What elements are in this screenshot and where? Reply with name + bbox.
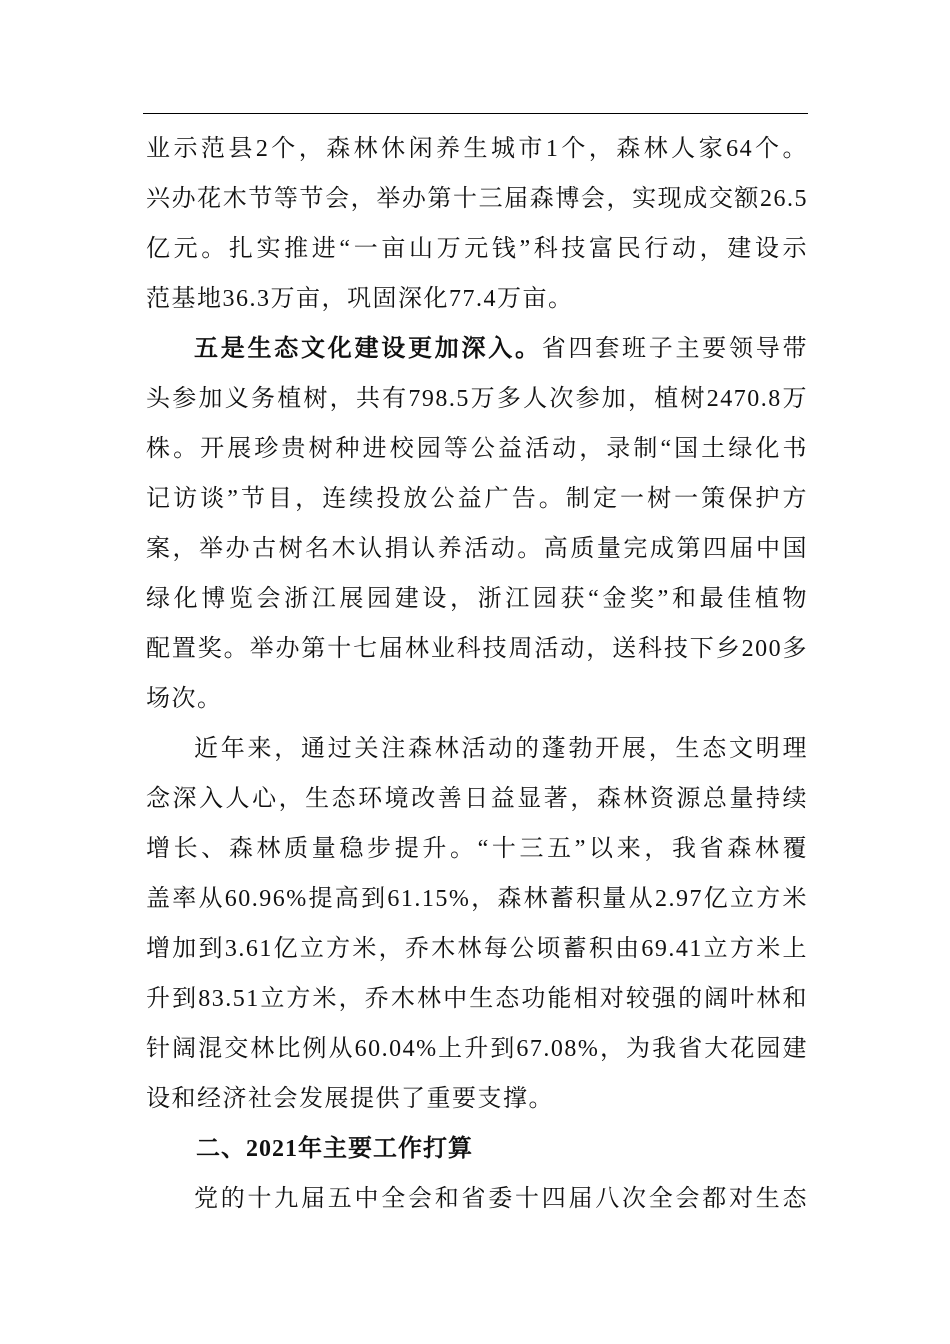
text-line: 增长、森林质量稳步提升。“十三五”以来，我省森林覆 [146, 836, 808, 862]
text-line: 绿化博览会浙江展园建设，浙江园获“金奖”和最佳植物 [146, 586, 808, 612]
paragraph-1 [146, 124, 808, 324]
document-body [146, 124, 808, 1224]
text-line: 升到83.51立方米，乔木林中生态功能相对较强的阔叶林和 [146, 986, 808, 1012]
text-line: 头参加义务植树，共有798.5万多人次参加，植树2470.8万 [146, 386, 808, 412]
text-line: 兴办花木节等节会，举办第十三届森博会，实现成交额26.5 [146, 186, 808, 212]
text-line: 株。开展珍贵树种进校园等公益活动，录制“国土绿化书 [146, 436, 808, 462]
text-line: 念深入人心，生态环境改善日益显著，森林资源总量持续 [146, 786, 808, 812]
text-line: 场次。 [146, 686, 223, 712]
text-line: 针阔混交林比例从60.04%上升到67.08%，为我省大花园建 [146, 1036, 808, 1062]
text-line: 设和经济社会发展提供了重要支撑。 [146, 1086, 554, 1112]
text-line [146, 324, 808, 374]
section-heading: 二、2021年主要工作打算 [196, 1136, 473, 1162]
paragraph-lead: 五是生态文化建设更加深入。 [194, 336, 542, 362]
header-rule [143, 113, 808, 114]
paragraph-4 [146, 1174, 808, 1224]
text-line: 亿元。扎实推进“一亩山万元钱”科技富民行动，建设示 [146, 236, 808, 262]
text-line: 党的十九届五中全会和省委十四届八次全会都对生态 [194, 1186, 808, 1212]
text-line: 盖率从60.96%提高到61.15%，森林蓄积量从2.97亿立方米 [146, 886, 808, 912]
text-line: 案，举办古树名木认捐认养活动。高质量完成第四届中国 [146, 536, 808, 562]
text-line: 业示范县2个，森林休闲养生城市1个，森林人家64个。 [146, 136, 808, 162]
text-line: 范基地36.3万亩，巩固深化77.4万亩。 [146, 286, 574, 312]
text-line: 记访谈”节目，连续投放公益广告。制定一树一策保护方 [146, 486, 808, 512]
text-fragment: 省四套班子主要领导带 [541, 336, 808, 362]
text-line: 近年来，通过关注森林活动的蓬勃开展，生态文明理 [194, 736, 808, 762]
text-line: 配置奖。举办第十七届林业科技周活动，送科技下乡200多 [146, 636, 808, 662]
text-line: 增加到3.61亿立方米，乔木林每公顷蓄积由69.41立方米上 [146, 936, 808, 962]
paragraph-3 [146, 724, 808, 1124]
paragraph-2 [146, 324, 808, 724]
